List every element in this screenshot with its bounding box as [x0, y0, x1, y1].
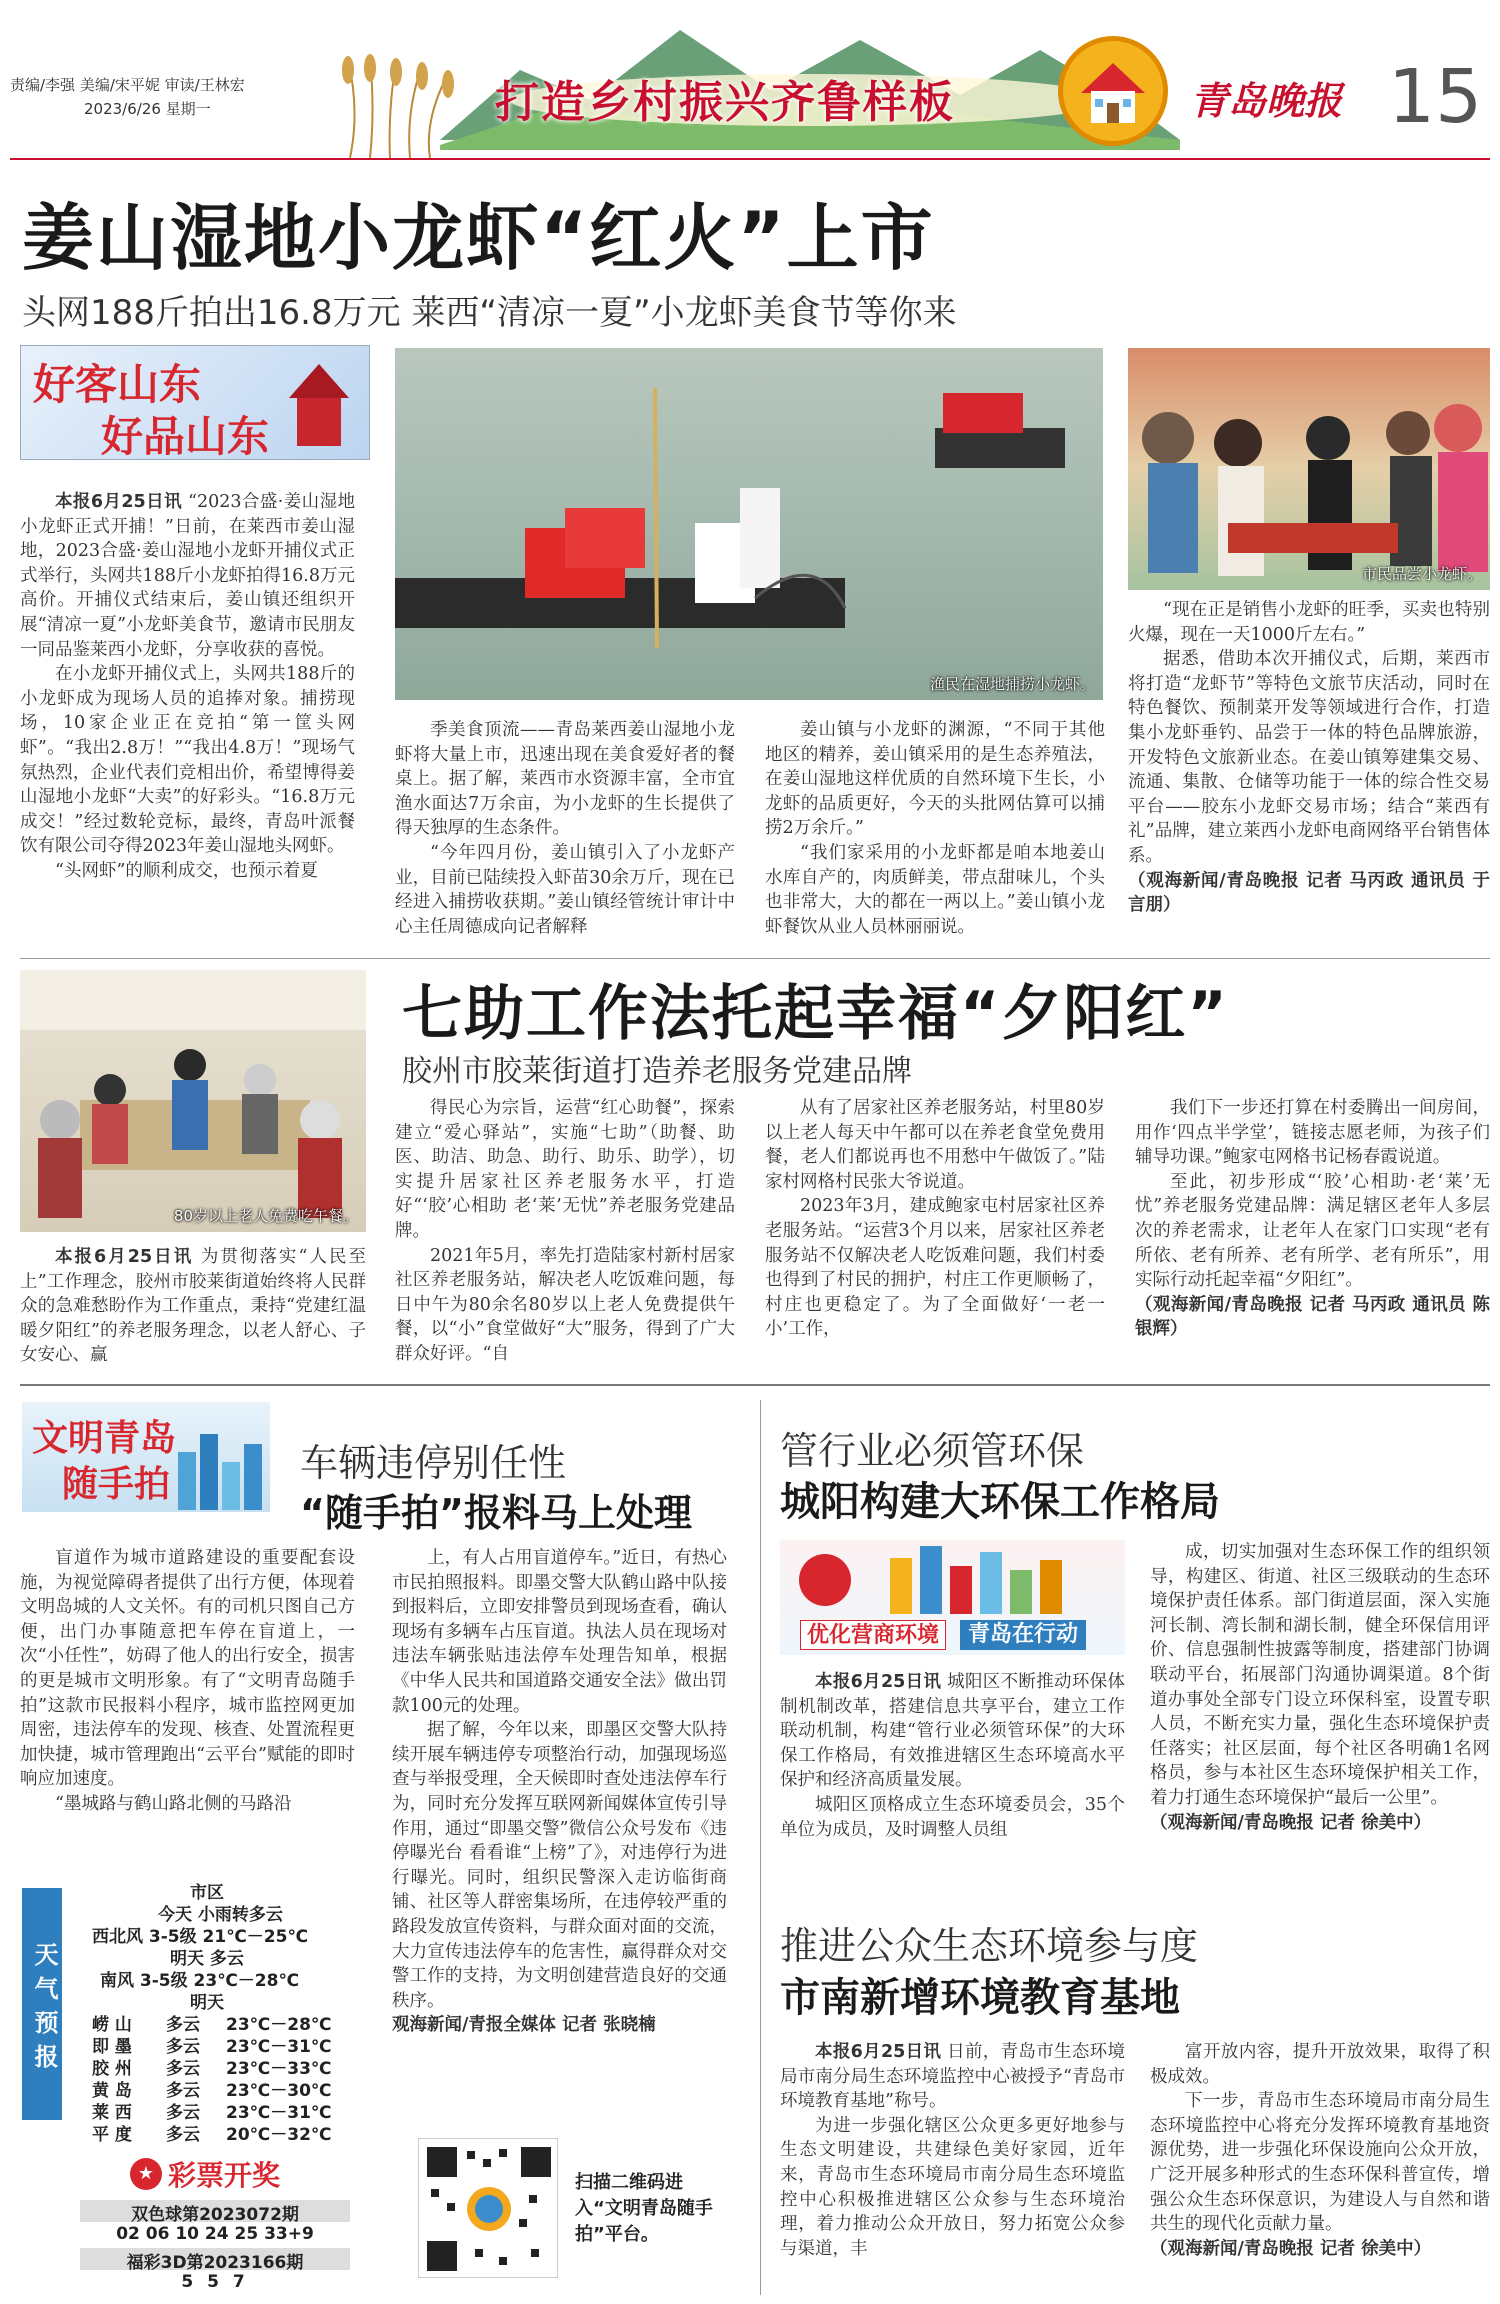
badge-right: 青岛在行动	[960, 1620, 1086, 1650]
story2-col3-p2: 2023年3月，建成鲍家屯村居家社区养老服务站。“运营3个月以来，居家社区养老服务站不仅解决老人吃饭难问题，我们村委也得到了村民的拥护，村庄工作更顺畅了，村庄也更稳定了。为了全面做好‘一老一小’工作，	[765, 1196, 1105, 1340]
story4-title1: 管行业必须管环保	[780, 1429, 1085, 1473]
story4-col1	[780, 1670, 1125, 1875]
lottery-title: 彩票开奖	[168, 2159, 281, 2192]
story3-col1-p1: 盲道作为城市道路建设的重要配套设施，为视觉障碍者提供了出行方便，体现着文明岛城的人文关怀。有的司机只图自己方便，出门办事随意把车停在盲道上，一次“小任性”，妨碍了他人的出行安全，损害的更是城市文明形象。有了“文明青岛随手拍”这款市民报料小程序，城市监控网更加周密，违法停车的发现、核查、处置流程更加快捷，城市管理跑出“云平台”赋能的即时响应加速度。	[20, 1548, 355, 1790]
city-name: 莱 西	[92, 2103, 132, 2123]
story4-byline: （观海新闻/青岛晚报 记者 徐美中）	[1150, 1812, 1432, 1833]
story5-title2: 市南新增环境教育基地	[780, 1975, 1180, 2021]
weather-city-list	[92, 2010, 362, 2145]
story4-lead: 本报6月25日讯	[815, 1672, 942, 1692]
story1-col1	[20, 490, 355, 950]
banner-title: 打造乡村振兴齐鲁样板	[495, 77, 955, 128]
divider-vertical	[760, 1400, 761, 2295]
divider-1	[20, 958, 1490, 959]
city-temp: 23℃－30℃	[226, 2081, 332, 2101]
story2-col3	[765, 1096, 1105, 1372]
wenming-line2: 随手拍	[62, 1464, 171, 1505]
weather-city-row	[92, 2076, 362, 2101]
paper-name: 青岛晚报	[1190, 78, 1343, 123]
weather-city-row	[92, 2010, 362, 2035]
story4-col2-p1: 成，切实加强对生态环保工作的组织领导，构建区、街道、社区三级联动的生态环境保护责任体系。部门街道层面，深入实施河长制、湾长制和湖长制，健全环保信用评价、信息强制性披露等制度，搭建部门协调联动平台，拓展部门沟通协调渠道。8个街道办事处全部专门设立环保科室，设置专职人员，不断充实力量，强化生态环境保护责任落实；社区层面，每个社区各明确1名网格员，参与本社区生态环境保护相关工作，着力打通生态环境保护“最后一公里”。	[1150, 1542, 1490, 1808]
story3-byline: 观海新闻/青报全媒体 记者 张晓楠	[392, 2015, 656, 2036]
divider-2	[20, 1384, 1490, 1386]
wenming-badge	[22, 1402, 270, 1512]
story3-col2-p1: 上，有人占用盲道停车。”近日，有热心市民拍照报料。即墨交警大队鹤山路中队接到报料后，立即安排警员到现场查看，确认现场有多辆车占压盲道。执法人员在现场对违法车辆张贴违法停车处理告知单，根据《中华人民共和国道路交通安全法》做出罚款100元的处理。	[392, 1548, 727, 1716]
yingshang-badge	[780, 1540, 1125, 1655]
qr-code[interactable]	[418, 2138, 558, 2278]
badge-line1: 好客山东	[33, 360, 202, 409]
editors-line: 责编/李强 美编/宋平妮 审读/王林宏	[10, 76, 245, 94]
issue-date: 2023/6/26 星期一	[84, 100, 211, 118]
story2-col4-p1: 我们下一步还打算在村委腾出一间房间，用作‘四点半学堂’，链接志愿老师，为孩子们辅导功课。”鲍家屯网格书记杨春霞说道。	[1135, 1098, 1490, 1168]
city-cond: 多云	[166, 2037, 200, 2057]
city-cond: 多云	[166, 2015, 200, 2035]
photo-tasting	[1128, 348, 1490, 590]
story1-col2-p1: 季美食顶流——青岛莱西姜山湿地小龙虾将大量上市，迅速出现在美食爱好者的餐桌上。据了解，莱西市水资源丰富，全市宜渔水面达7万余亩，为小龙虾的生长提供了得天独厚的生态条件。	[395, 720, 735, 839]
story1-col4-p2: 据悉，借助本次开捕仪式，后期，莱西市将打造“龙虾节”等特色文旅节庆活动，同时在特色餐饮、预制菜开发等领域进行合作，打造集小龙虾垂钓、品尝于一体的特色品牌旅游，开发特色文旅新业态。在姜山镇筹建集交易、流通、集散、仓储等功能于一体的综合性交易平台——胶东小龙虾交易市场；结合“莱西有礼”品牌，建立莱西小龙虾电商网络平台销售体系。	[1128, 649, 1490, 866]
story2-byline: （观海新闻/青岛晚报 记者 马丙政 通讯员 陈银辉）	[1135, 1294, 1490, 1340]
story5-col1-p1: 日前，青岛市生态环境局市南分局生态环境监控中心被授予“青岛市环境教育基地”称号。	[780, 2042, 1125, 2112]
story4-title2: 城阳构建大环保工作格局	[780, 1479, 1220, 1525]
weather-label: 天气预报	[22, 1888, 62, 2120]
header-rule	[10, 158, 1490, 160]
story1-col1-p3: “头网虾”的顺利成交，也预示着夏	[55, 860, 318, 881]
story1-lead: 本报6月25日讯	[55, 492, 182, 512]
shandong-badge	[20, 345, 370, 460]
story3-title2: “随手拍”报料马上处理	[300, 1491, 692, 1535]
story2-title: 七助工作法托起幸福“夕阳红”	[402, 979, 1229, 1049]
story2-col4	[1135, 1096, 1490, 1372]
weather-city-row	[92, 2054, 362, 2079]
weather-tomorrow: 明天 多云	[170, 1949, 244, 1969]
badge-line2: 好品山东	[101, 412, 270, 461]
story2-col4-p2: 至此，初步形成“‘胶’心相助·老‘莱’无忧”养老服务党建品牌：满足辖区老年人多层次的养老需求，让老年人在家门口实现“老有所依、老有所养、老有所学、老有所乐”，用实际行动托起幸福“夕阳红”。	[1135, 1171, 1490, 1291]
photo-elderly-caption: 80岁以上老人免费吃午餐。	[173, 1207, 358, 1225]
city-temp: 23℃－28℃	[226, 2015, 332, 2035]
city-cond: 多云	[166, 2125, 200, 2145]
story1-byline: （观海新闻/青岛晚报 记者 马丙政 通讯员 于言朋）	[1128, 870, 1490, 916]
weather-box	[20, 1878, 365, 2150]
story5-lead: 本报6月25日讯	[815, 2042, 942, 2062]
city-temp: 23℃－33℃	[226, 2059, 332, 2079]
badge-left: 优化营商环境	[800, 1620, 946, 1650]
lottery-line4: 5 5 7	[181, 2272, 249, 2292]
story5-col2-p2: 下一步，青岛市生态环境局市南分局生态环境监控中心将充分发挥环境教育基地资源优势，进一步强化环保设施向公众开放，广泛开展多种形式的生态环保科普宣传，增强公众生态环保意识，为建设人与自然和谐共生的现代化贡献力量。	[1150, 2091, 1490, 2235]
city-cond: 多云	[166, 2081, 200, 2101]
story2-subtitle: 胶州市胶莱街道打造养老服务党建品牌	[402, 1054, 912, 1089]
story2-col1	[20, 1245, 366, 1370]
story3-col2	[392, 1546, 727, 2106]
city-cond: 多云	[166, 2103, 200, 2123]
story1-col2-p2: “今年四月份，姜山镇引入了小龙虾产业，目前已陆续投入虾苗30余万斤，现在已经进入捕捞收获期。”姜山镇经管统计审计中心主任周德成向记者解释	[395, 842, 735, 937]
lottery-header	[130, 2156, 280, 2192]
weather-city-row	[92, 2032, 362, 2057]
story2-col2-p2: 2021年5月，率先打造陆家村新村居家社区养老服务站，解决老人吃饭难问题，每日中午为80余名80岁以上老人免费提供午餐，以“小”食堂做好“大”服务，得到了广大群众好评。“自	[395, 1245, 735, 1364]
weather-tomorrow-head: 明天	[190, 1993, 224, 2013]
story1-col4-p1: “现在正是销售小龙虾的旺季，买卖也特别火爆，现在一天1000斤左右。”	[1128, 600, 1490, 645]
story1-col1-p1: “2023合盛·姜山湿地小龙虾正式开捕！”日前，在莱西市姜山湿地，2023合盛·姜山湿地小龙虾开捕仪式正式举行，头网共188斤小龙虾拍得16.8万元高价。开捕仪式结束后，姜山镇还组织开展“清凉一夏”小龙虾美食节，邀请市民朋友一同品鉴莱西小龙虾，分享收获的喜悦。	[20, 492, 355, 660]
story1-subtitle: 头网188斤拍出16.8万元 莱西“清凉一夏”小龙虾美食节等你来	[22, 293, 957, 333]
story5-col2-p1: 富开放内容，提升开放效果，取得了积极成效。	[1150, 2042, 1490, 2087]
city-temp: 20℃－32℃	[226, 2125, 332, 2145]
city-name: 崂 山	[92, 2015, 132, 2035]
story4-col1-p1: 城阳区不断推动环保体制机制改革，搭建信息共享平台，建立工作联动机制，构建“管行业必须管环保”的大环保工作格局，有效推进辖区生态环境高水平保护和经济高质量发展。	[780, 1672, 1125, 1791]
city-cond: 多云	[166, 2059, 200, 2079]
photo-fishing	[395, 348, 1103, 700]
story2-col3-p1: 从有了居家社区养老服务站，村里80岁以上老人每天中午都可以在养老食堂免费用餐，老人们都说再也不用愁中午做饭了。”陆家村网格村民张大爷说道。	[765, 1098, 1105, 1192]
story5-title1: 推进公众生态环境参与度	[780, 1924, 1199, 1968]
story3-title1: 车辆违停别任性	[300, 1441, 567, 1485]
story5-col1	[780, 2040, 1125, 2298]
photo-tasting-caption: 市民品尝小龙虾。	[1361, 565, 1482, 583]
lottery-line1: 双色球第2023072期	[80, 2200, 350, 2222]
page-number: 15	[1388, 54, 1483, 140]
photo-fishing-caption: 渔民在湿地捕捞小龙虾。	[929, 675, 1095, 693]
lottery-line3: 福彩3D第2023166期	[80, 2248, 350, 2270]
city-name: 平 度	[92, 2125, 132, 2145]
weather-today: 今天 小雨转多云	[158, 1905, 283, 1925]
lottery-icon: ★	[130, 2158, 162, 2190]
story1-title: 姜山湿地小龙虾“红火”上市	[22, 196, 935, 280]
story4-col1-p2: 城阳区顶格成立生态环境委员会，35个单位为成员，及时调整人员组	[780, 1794, 1125, 1840]
photo-elderly-lunch	[20, 970, 366, 1232]
story2-lead: 本报6月25日讯	[55, 1247, 194, 1267]
story2-col2-p1: 得民心为宗旨，运营“红心助餐”，探索建立“爱心驿站”，实施“七助”（助餐、助医、助洁、助急、助行、助乐、助学），切实提升居家社区养老服务水平，打造好“‘胶’心相助 老‘莱’无忧”养老服务党建品牌。	[395, 1098, 735, 1241]
story1-col4	[1128, 598, 1490, 950]
story2-col1-p1: 为贯彻落实“人民至上”工作理念，胶州市胶莱街道始终将人民群众的急难愁盼作为工作重点，秉持“党建红温暖夕阳红”的养老服务理念，以老人舒心、子女安心、赢	[20, 1247, 366, 1366]
city-temp: 23℃－31℃	[226, 2103, 332, 2123]
story5-byline: （观海新闻/青岛晚报 记者 徐美中）	[1150, 2238, 1432, 2259]
story5-col2	[1150, 2040, 1490, 2298]
weather-city-row	[92, 2098, 362, 2123]
story1-col3	[765, 718, 1105, 950]
story1-col1-p2: 在小龙虾开捕仪式上，头网共188斤的小龙虾成为现场人员的追捧对象。捕捞现场，10家企业正在竞拍“第一筐头网虾”。“我出2.8万！”“我出4.8万！”现场气氛热烈，企业代表们竞相出价，希望博得姜山湿地小龙虾“大卖”的好彩头。“16.8万元成交！”经过数轮竞标，最终，青岛叶派餐饮有限公司夺得2023年姜山湿地头网虾。	[20, 664, 355, 857]
weather-today-detail: 西北风 3-5级 21℃－25℃	[92, 1927, 309, 1947]
story2-col2	[395, 1096, 735, 1372]
story3-col1-p2: “墨城路与鹤山路北侧的马路沿	[55, 1793, 292, 1814]
story1-col3-p2: “我们家采用的小龙虾都是咱本地姜山水库自产的，肉质鲜美，带点甜味儿，个头也非常大，大的都在一两以上。”姜山镇小龙虾餐饮从业人员林丽丽说。	[765, 842, 1105, 937]
wenming-line1: 文明青岛	[32, 1418, 177, 1459]
story4-col2	[1150, 1540, 1490, 1895]
lottery-box	[80, 2156, 350, 2296]
weather-tomorrow-detail: 南风 3-5级 23℃－28℃	[100, 1971, 300, 1991]
weather-section: 市区	[190, 1883, 224, 1903]
story3-col1	[20, 1546, 355, 1871]
story1-col2	[395, 718, 735, 950]
city-name: 胶 州	[92, 2059, 132, 2079]
story3-col2-p2: 据了解，今年以来，即墨区交警大队持续开展车辆违停专项整治行动，加强现场巡查与举报受理，全天候即时查处违法停车行为，同时充分发挥互联网新闻媒体宣传引导作用，通过“即墨交警”微信公众号发布《违停曝光台 看看谁“上榜”了》，对违停行为进行曝光。同时，组织民警深入走访临街商铺、社区等人群密集场所，在违停较严重的路段发放宣传资料，与群众面对面的交流，大力宣传违法停车的危害性，赢得群众对交警工作的支持，为文明创建营造良好的交通秩序。	[392, 1720, 727, 2011]
weather-city-row	[92, 2120, 362, 2145]
qr-text: 扫描二维码进入“文明青岛随手拍”平台。	[575, 2172, 713, 2245]
lottery-line2: 02 06 10 24 25 33+9	[116, 2224, 314, 2244]
story1-col3-p1: 姜山镇与小龙虾的渊源，“不同于其他地区的精养，姜山镇采用的是生态养殖法，在姜山湿地这样优质的自然环境下生长，小龙虾的品质更好，今天的头批网估算可以捕捞2万余斤。”	[765, 720, 1105, 839]
city-temp: 23℃－31℃	[226, 2037, 332, 2057]
story5-col1-p2: 为进一步强化辖区公众更多更好地参与生态文明建设，共建绿色美好家园，近年来，青岛市生态环境局市南分局生态环境监控中心积极推进辖区公众参与生态环境治理，着力推动公众开放日，努力拓宽公众参与渠道，丰	[780, 2115, 1125, 2259]
city-name: 黄 岛	[92, 2081, 132, 2101]
house-icon	[1058, 36, 1168, 146]
city-name: 即 墨	[92, 2037, 132, 2057]
